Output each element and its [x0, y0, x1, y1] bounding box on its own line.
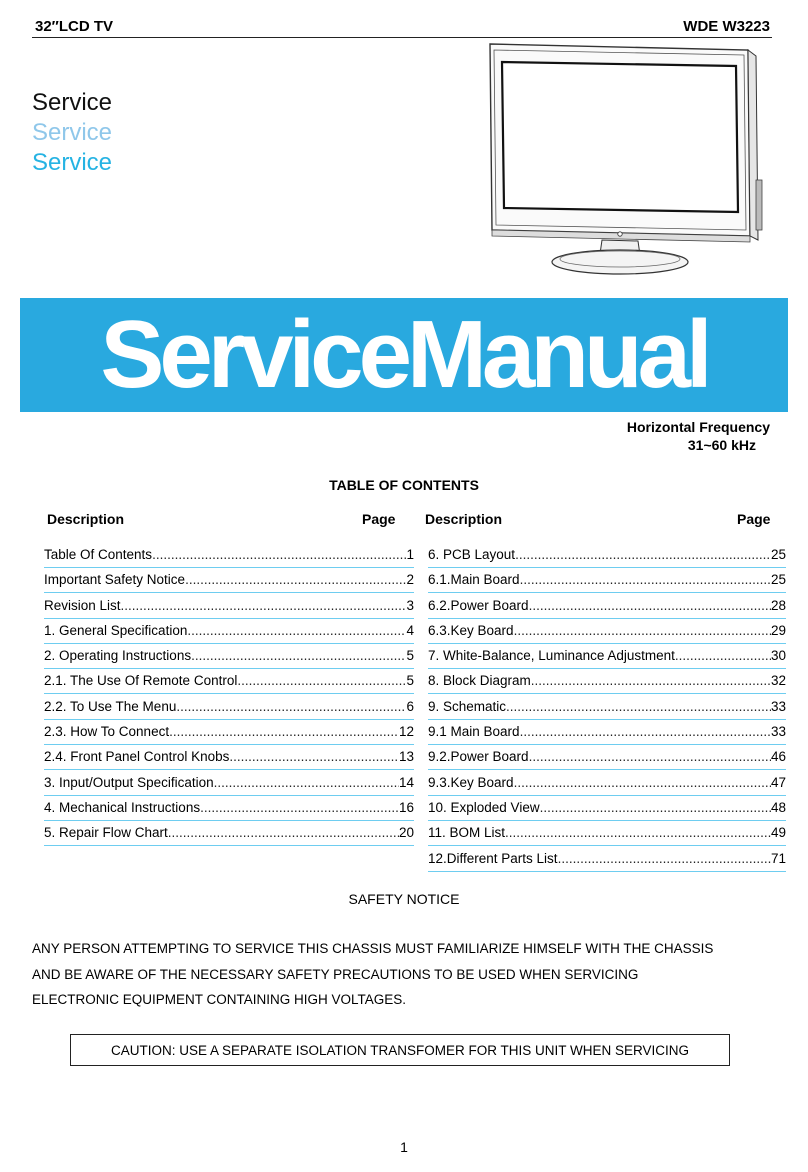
- caution-box: CAUTION: USE A SEPARATE ISOLATION TRANSFOMER FOR THIS UNIT WHEN SERVICING: [70, 1034, 730, 1066]
- toc-entry[interactable]: [44, 771, 414, 796]
- toc-entry-leader: [152, 543, 406, 567]
- safety-notice-text: [32, 936, 777, 1013]
- toc-entry-title: 2.3. How To Connect: [44, 724, 170, 740]
- toc-entry-leader: [237, 669, 406, 693]
- toc-right-page-header: Page: [737, 511, 771, 527]
- toc-entry-page: 3: [406, 597, 414, 613]
- toc-entry-leader: [191, 644, 406, 668]
- toc-entry-leader: [169, 720, 399, 744]
- toc-entry-leader: [229, 745, 399, 769]
- service-word-cyan: Service: [32, 149, 113, 176]
- toc-right-description-header: Description: [425, 511, 503, 527]
- safety-line: ANY PERSON ATTEMPTING TO SERVICE THIS CHASSIS MUST FAMILIARIZE HIMSELF WITH THE CHASSIS: [32, 941, 714, 956]
- toc-entry-page: 25: [770, 547, 786, 562]
- toc-entry-title: 2.2. To Use The Menu: [44, 698, 177, 714]
- header-model-type: 32″LCD TV: [35, 18, 114, 35]
- toc-entry-page: 33: [770, 724, 786, 740]
- toc-entry-title: 6.1.Main Board: [428, 572, 520, 588]
- toc-entry-leader: [540, 796, 771, 820]
- toc-entry-page: 49: [770, 825, 786, 841]
- toc-entry-title: Important Safety Notice: [44, 572, 186, 588]
- toc-entry[interactable]: [428, 644, 786, 669]
- toc-entry-leader: [200, 796, 399, 820]
- toc-entry-page: 20: [398, 825, 414, 841]
- toc-left-description-header: Description: [47, 511, 125, 527]
- toc-entry-page: 33: [770, 698, 786, 714]
- toc-entry-title: Table Of Contents: [44, 547, 153, 562]
- toc-entry-page: 47: [770, 774, 786, 790]
- toc-entry-leader: [529, 594, 771, 618]
- toc-left-column: [44, 543, 414, 846]
- toc-entry-page: 13: [398, 749, 414, 765]
- toc-entry-leader: [520, 720, 771, 744]
- horizontal-frequency-value: 31~60 kHz: [687, 437, 756, 453]
- toc-entry-title: 2.1. The Use Of Remote Control: [44, 673, 238, 689]
- toc-entry[interactable]: [428, 619, 786, 644]
- toc-entry-leader: [506, 695, 771, 719]
- toc-entry[interactable]: [44, 821, 414, 846]
- toc-entry-page: 71: [770, 850, 786, 866]
- toc-entry[interactable]: [428, 745, 786, 770]
- banner-title: ServiceManual: [100, 301, 708, 408]
- toc-entry-page: 28: [770, 597, 786, 613]
- toc-entry[interactable]: [44, 568, 414, 593]
- header-rule: [32, 37, 772, 38]
- toc-entry-leader: [520, 568, 771, 592]
- page-number: 1: [400, 1139, 408, 1155]
- toc-entry-title: 12.Different Parts List: [428, 850, 558, 866]
- toc-entry[interactable]: [44, 720, 414, 745]
- toc-entry[interactable]: [44, 669, 414, 694]
- toc-entry-title: 9.1 Main Board: [428, 724, 520, 740]
- toc-right-column: [428, 543, 786, 872]
- toc-title: TABLE OF CONTENTS: [329, 477, 479, 493]
- service-word-light-blue: Service: [32, 119, 113, 146]
- toc-entry[interactable]: [44, 695, 414, 720]
- toc-entry-leader: [214, 771, 399, 795]
- toc-entry-leader: [531, 669, 771, 693]
- toc-entry-title: 6. PCB Layout: [428, 547, 516, 562]
- service-manual-banner: [20, 298, 788, 412]
- toc-entry-leader: [505, 821, 771, 845]
- toc-entry-title: 4. Mechanical Instructions: [44, 799, 201, 815]
- toc-entry-page: 16: [398, 799, 414, 815]
- toc-entry[interactable]: [44, 644, 414, 669]
- toc-entry[interactable]: [428, 594, 786, 619]
- toc-entry[interactable]: [428, 695, 786, 720]
- safety-notice-title: SAFETY NOTICE: [348, 891, 460, 907]
- toc-entry-title: 5. Repair Flow Chart: [44, 825, 168, 841]
- toc-entry-title: 6.2.Power Board: [428, 597, 529, 613]
- toc-entry-title: 9.2.Power Board: [428, 749, 529, 765]
- toc-entry-page: 1: [406, 547, 414, 562]
- toc-entry-leader: [187, 619, 406, 643]
- toc-entry-page: 5: [406, 673, 414, 689]
- toc-entry-title: 2. Operating Instructions: [44, 648, 192, 664]
- toc-entry-leader: [558, 847, 771, 871]
- toc-entry[interactable]: [428, 821, 786, 846]
- toc-entry-page: 46: [770, 749, 786, 765]
- safety-line: AND BE AWARE OF THE NECESSARY SAFETY PRECAUTIONS TO BE USED WHEN SERVICING: [32, 966, 639, 982]
- toc-entry-leader: [675, 644, 771, 668]
- toc-entry-leader: [514, 619, 771, 643]
- toc-entry-leader: [185, 568, 406, 592]
- tv-illustration: [480, 40, 780, 280]
- toc-entry[interactable]: [428, 771, 786, 796]
- toc-entry-title: 8. Block Diagram: [428, 673, 531, 689]
- toc-entry-title: 10. Exploded View: [428, 799, 540, 815]
- toc-entry-leader: [168, 821, 399, 845]
- toc-entry-title: 7. White-Balance, Luminance Adjustment: [428, 648, 675, 664]
- toc-entry[interactable]: [44, 543, 414, 568]
- toc-entry-leader: [121, 594, 407, 618]
- toc-entry[interactable]: [428, 568, 786, 593]
- toc-entry[interactable]: [44, 796, 414, 821]
- toc-entry-page: 2: [406, 572, 414, 588]
- toc-entry-page: 14: [398, 774, 414, 790]
- safety-line: ELECTRONIC EQUIPMENT CONTAINING HIGH VOLTAGES.: [32, 992, 407, 1007]
- horizontal-frequency-label: Horizontal Frequency: [626, 419, 770, 435]
- toc-entry[interactable]: [44, 619, 414, 644]
- toc-entry-page: 48: [770, 799, 786, 815]
- toc-entry-title: 6.3.Key Board: [428, 622, 514, 638]
- toc-entry[interactable]: [44, 594, 414, 619]
- toc-entry[interactable]: [428, 847, 786, 872]
- toc-entry-title: 2.4. Front Panel Control Knobs: [44, 749, 230, 765]
- toc-entry-page: 5: [406, 648, 414, 664]
- toc-entry[interactable]: [428, 543, 786, 568]
- toc-entry-title: 9. Schematic: [428, 698, 507, 714]
- toc-entry[interactable]: [428, 796, 786, 821]
- toc-entry-leader: [514, 771, 771, 795]
- toc-entry-page: 30: [770, 648, 786, 664]
- toc-entry-page: 12: [398, 724, 414, 740]
- toc-entry-title: 3. Input/Output Specification: [44, 774, 214, 790]
- toc-left-page-header: Page: [362, 511, 396, 527]
- header-model-number: WDE W3223: [683, 18, 770, 35]
- toc-entry-page: 29: [770, 622, 786, 638]
- toc-entry-page: 6: [406, 698, 414, 714]
- toc-entry-page: 32: [770, 673, 786, 689]
- toc-entry-title: 1. General Specification: [44, 622, 188, 638]
- toc-entry-leader: [515, 543, 771, 567]
- toc-entry[interactable]: [428, 669, 786, 694]
- toc-entry[interactable]: [44, 745, 414, 770]
- toc-entry-title: 11. BOM List: [428, 825, 506, 841]
- toc-entry-title: Revision List: [44, 597, 121, 613]
- toc-entry-leader: [176, 695, 406, 719]
- toc-entry-title: 9.3.Key Board: [428, 774, 514, 790]
- toc-entry[interactable]: [428, 720, 786, 745]
- toc-entry-leader: [529, 745, 771, 769]
- toc-entry-page: 25: [770, 572, 786, 588]
- service-word-black: Service: [32, 89, 113, 116]
- toc-entry-page: 4: [406, 622, 414, 638]
